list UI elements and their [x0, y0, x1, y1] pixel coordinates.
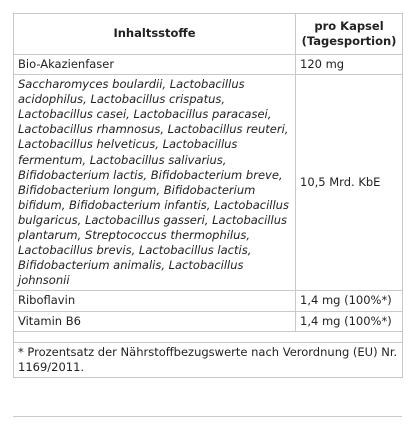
table-row — [14, 75, 403, 291]
table-header-row — [14, 14, 403, 55]
bottom-divider — [13, 416, 402, 417]
header-per-capsule: pro Kapsel (Tagesportion) — [296, 14, 403, 55]
spacer-cell — [14, 331, 403, 342]
ingredient-amount: 1,4 mg (100%*) — [296, 291, 403, 311]
ingredient-name: Riboflavin — [14, 291, 296, 311]
ingredient-name: Bio-Akazienfaser — [14, 55, 296, 75]
ingredient-amount: 10,5 Mrd. KbE — [296, 75, 403, 291]
nutrition-table — [13, 13, 403, 378]
spacer-row — [14, 331, 403, 342]
ingredient-name: Saccharomyces boulardii, Lactobacillus acidophilus, Lactobacillus crispatus, Lactobacillus casei, Lactobacillus paracasei, Lactobacillus rhamnosus, Lactobacillus reuteri, Lactobacillus helveticus, Lactobacillus fermentum, Lactobacillus salivarius, Bifidobacterium lactis, Bifidobacterium breve, Bifidobacterium longum, Bifidobacterium bifidum, Bifidobacterium infantis, Lactobacillus bulgaricus, Lactobacillus gasseri, Lactobacillus plantarum, Streptococcus thermophilus, Lactobacillus brevis, Lactobacillus lactis, Bifidobacterium animalis, Lactobacillus johnsonii — [14, 75, 296, 291]
footnote-row — [14, 342, 403, 377]
table-row — [14, 291, 403, 311]
table-row — [14, 311, 403, 331]
ingredient-name: Vitamin B6 — [14, 311, 296, 331]
header-ingredients: Inhaltsstoffe — [14, 14, 296, 55]
table-row — [14, 55, 403, 75]
ingredient-amount: 120 mg — [296, 55, 403, 75]
ingredient-amount: 1,4 mg (100%*) — [296, 311, 403, 331]
footnote: * Prozentsatz der Nährstoffbezugswerte nach Verordnung (EU) Nr. 1169/2011. — [14, 342, 403, 377]
